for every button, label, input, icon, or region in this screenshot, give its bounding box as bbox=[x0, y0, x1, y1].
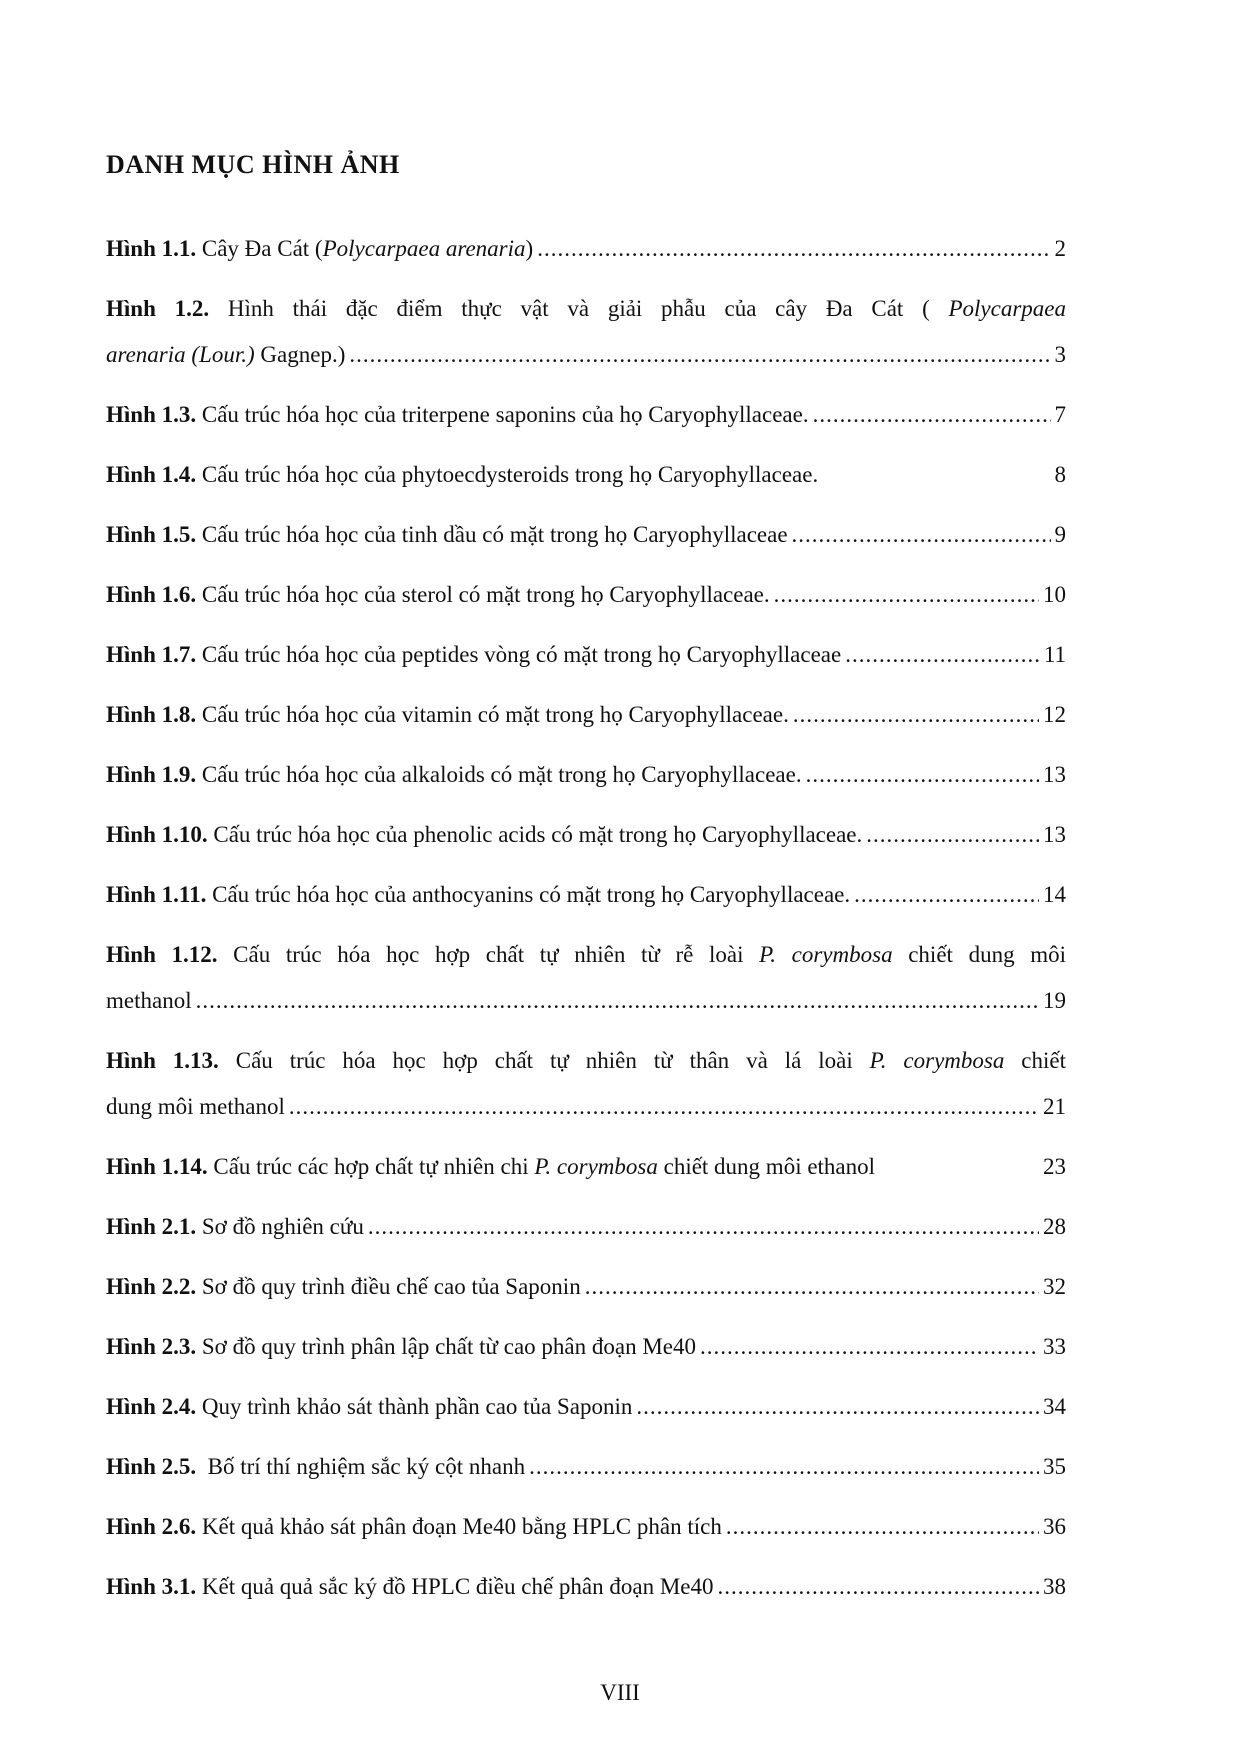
list-item[interactable]: Hình 3.1. Kết quả quả sắc ký đồ HPLC điều chế phân đoạn Me40 ..... 38 bbox=[106, 1564, 1066, 1610]
list-item[interactable]: Hình 1.4. Cấu trúc hóa học của phytoecdysteroids trong họ Caryophyllaceae. 8 bbox=[106, 452, 1066, 498]
page-ref: 7 bbox=[1054, 402, 1066, 427]
dot-leader bbox=[866, 812, 1039, 858]
dot-leader bbox=[368, 1204, 1039, 1250]
figure-number: Hình 1.13. bbox=[106, 1048, 219, 1073]
figure-number: Hình 1.11. bbox=[106, 882, 207, 907]
list-item[interactable]: Hình 1.9. Cấu trúc hóa học của alkaloids có mặt trong họ Caryophyllaceae. ..... 13 bbox=[106, 752, 1066, 798]
figure-number: Hình 1.7. bbox=[106, 642, 197, 667]
figure-number: Hình 1.1. bbox=[106, 236, 197, 261]
list-item[interactable]: Hình 1.5. Cấu trúc hóa học của tinh dầu có mặt trong họ Caryophyllaceae ..... 9 bbox=[106, 512, 1066, 558]
page-ref: 36 bbox=[1043, 1514, 1066, 1539]
page-ref: 21 bbox=[1043, 1094, 1066, 1119]
page-ref: 13 bbox=[1043, 762, 1066, 787]
list-item[interactable]: Hình 1.12. Cấu trúc hóa học hợp chất tự nhiên từ rễ loài P. corymbosa chiết dung môi methanol ..... 19 bbox=[106, 932, 1066, 1024]
page-ref: 2 bbox=[1054, 236, 1066, 261]
list-item[interactable]: Hình 1.14. Cấu trúc các hợp chất tự nhiên chi P. corymbosa chiết dung môi ethanol 23 bbox=[106, 1144, 1066, 1190]
page-ref: 33 bbox=[1043, 1334, 1066, 1359]
figure-number: Hình 1.14. bbox=[106, 1154, 208, 1179]
dot-leader bbox=[700, 1324, 1039, 1370]
page-ref: 13 bbox=[1043, 822, 1066, 847]
list-item[interactable]: Hình 2.3. Sơ đồ quy trình phân lập chất từ cao phân đoạn Me40 ..... 33 bbox=[106, 1324, 1066, 1370]
list-item[interactable]: Hình 1.10. Cấu trúc hóa học của phenolic acids có mặt trong họ Caryophyllaceae. ..... 13 bbox=[106, 812, 1066, 858]
page-ref: 3 bbox=[1054, 342, 1066, 367]
figure-number: Hình 1.4. bbox=[106, 462, 197, 487]
page-ref: 14 bbox=[1043, 882, 1066, 907]
list-item[interactable]: Hình 2.4. Quy trình khảo sát thành phần cao tủa Saponin ..... 34 bbox=[106, 1384, 1066, 1430]
page-ref: 19 bbox=[1043, 988, 1066, 1013]
list-item[interactable]: Hình 1.13. Cấu trúc hóa học hợp chất tự nhiên từ thân và lá loài P. corymbosa chiết dung môi methanol ..... 21 bbox=[106, 1038, 1066, 1130]
list-item[interactable]: Hình 1.3. Cấu trúc hóa học của triterpene saponins của họ Caryophyllaceae. ..... 7 bbox=[106, 392, 1066, 438]
figure-number: Hình 1.12. bbox=[106, 942, 218, 967]
figure-number: Hình 1.8. bbox=[106, 702, 197, 727]
figure-number: Hình 3.1. bbox=[106, 1574, 197, 1599]
figure-number: Hình 1.9. bbox=[106, 762, 197, 787]
figure-number: Hình 2.5. bbox=[106, 1454, 197, 1479]
dot-leader bbox=[793, 692, 1039, 738]
dot-leader bbox=[845, 632, 1040, 678]
dot-leader bbox=[537, 226, 1050, 272]
figure-number: Hình 1.3. bbox=[106, 402, 197, 427]
list-item[interactable]: Hình 1.11. Cấu trúc hóa học của anthocyanins có mặt trong họ Caryophyllaceae. ..... 14 bbox=[106, 872, 1066, 918]
page-ref: 12 bbox=[1043, 702, 1066, 727]
dot-leader bbox=[529, 1444, 1039, 1490]
page-ref: 32 bbox=[1043, 1274, 1066, 1299]
figure-number: Hình 1.6. bbox=[106, 582, 197, 607]
dot-leader bbox=[813, 392, 1051, 438]
page-ref: 11 bbox=[1043, 642, 1066, 667]
dot-leader bbox=[349, 332, 1050, 378]
page-ref: 9 bbox=[1054, 522, 1066, 547]
list-item[interactable]: Hình 1.2. Hình thái đặc điểm thực vật và giải phẫu của cây Đa Cát ( Polycarpaea arenaria (Lour.) Gagnep.) ..... 3 bbox=[106, 286, 1066, 378]
figure-number: Hình 1.5. bbox=[106, 522, 197, 547]
dot-leader bbox=[636, 1384, 1039, 1430]
figure-number: Hình 2.1. bbox=[106, 1214, 197, 1239]
list-item[interactable]: Hình 1.1. Cây Đa Cát (Polycarpaea arenaria) ..... 2 bbox=[106, 226, 1066, 272]
dot-leader bbox=[792, 512, 1051, 558]
figure-number: Hình 2.2. bbox=[106, 1274, 197, 1299]
page-title: DANH MỤC HÌNH ẢNH bbox=[106, 150, 400, 179]
figure-list bbox=[106, 226, 1066, 1610]
figure-number: Hình 2.4. bbox=[106, 1394, 197, 1419]
page-ref: 38 bbox=[1043, 1574, 1066, 1599]
dot-leader bbox=[774, 572, 1039, 618]
dot-leader bbox=[585, 1264, 1039, 1310]
dot-leader bbox=[854, 872, 1039, 918]
list-item[interactable]: Hình 1.6. Cấu trúc hóa học của sterol có mặt trong họ Caryophyllaceae. ..... 10 bbox=[106, 572, 1066, 618]
figure-number: Hình 1.2. bbox=[106, 296, 210, 321]
figure-number: Hình 2.3. bbox=[106, 1334, 197, 1359]
page-ref: 8 bbox=[1054, 462, 1066, 487]
page-number: VIII bbox=[600, 1680, 640, 1705]
dot-leader bbox=[726, 1504, 1039, 1550]
dot-leader bbox=[289, 1084, 1039, 1130]
list-item[interactable]: Hình 2.2. Sơ đồ quy trình điều chế cao tủa Saponin ..... 32 bbox=[106, 1264, 1066, 1310]
page-ref: 10 bbox=[1043, 582, 1066, 607]
page-ref: 34 bbox=[1043, 1394, 1066, 1419]
dot-leader bbox=[806, 752, 1039, 798]
list-item[interactable]: Hình 1.8. Cấu trúc hóa học của vitamin có mặt trong họ Caryophyllaceae. ..... 12 bbox=[106, 692, 1066, 738]
list-item[interactable]: Hình 1.7. Cấu trúc hóa học của peptides vòng có mặt trong họ Caryophyllaceae ..... 11 bbox=[106, 632, 1066, 678]
page-ref: 28 bbox=[1043, 1214, 1066, 1239]
figure-number: Hình 2.6. bbox=[106, 1514, 197, 1539]
dot-leader bbox=[196, 978, 1039, 1024]
list-item[interactable]: Hình 2.5. Bố trí thí nghiệm sắc ký cột nhanh ..... 35 bbox=[106, 1444, 1066, 1490]
page-ref: 23 bbox=[1043, 1154, 1066, 1179]
page-ref: 35 bbox=[1043, 1454, 1066, 1479]
list-item[interactable]: Hình 2.1. Sơ đồ nghiên cứu ..... 28 bbox=[106, 1204, 1066, 1250]
dot-leader bbox=[718, 1564, 1039, 1610]
figure-number: Hình 1.10. bbox=[106, 822, 208, 847]
list-item[interactable]: Hình 2.6. Kết quả khảo sát phân đoạn Me40 bằng HPLC phân tích ..... 36 bbox=[106, 1504, 1066, 1550]
